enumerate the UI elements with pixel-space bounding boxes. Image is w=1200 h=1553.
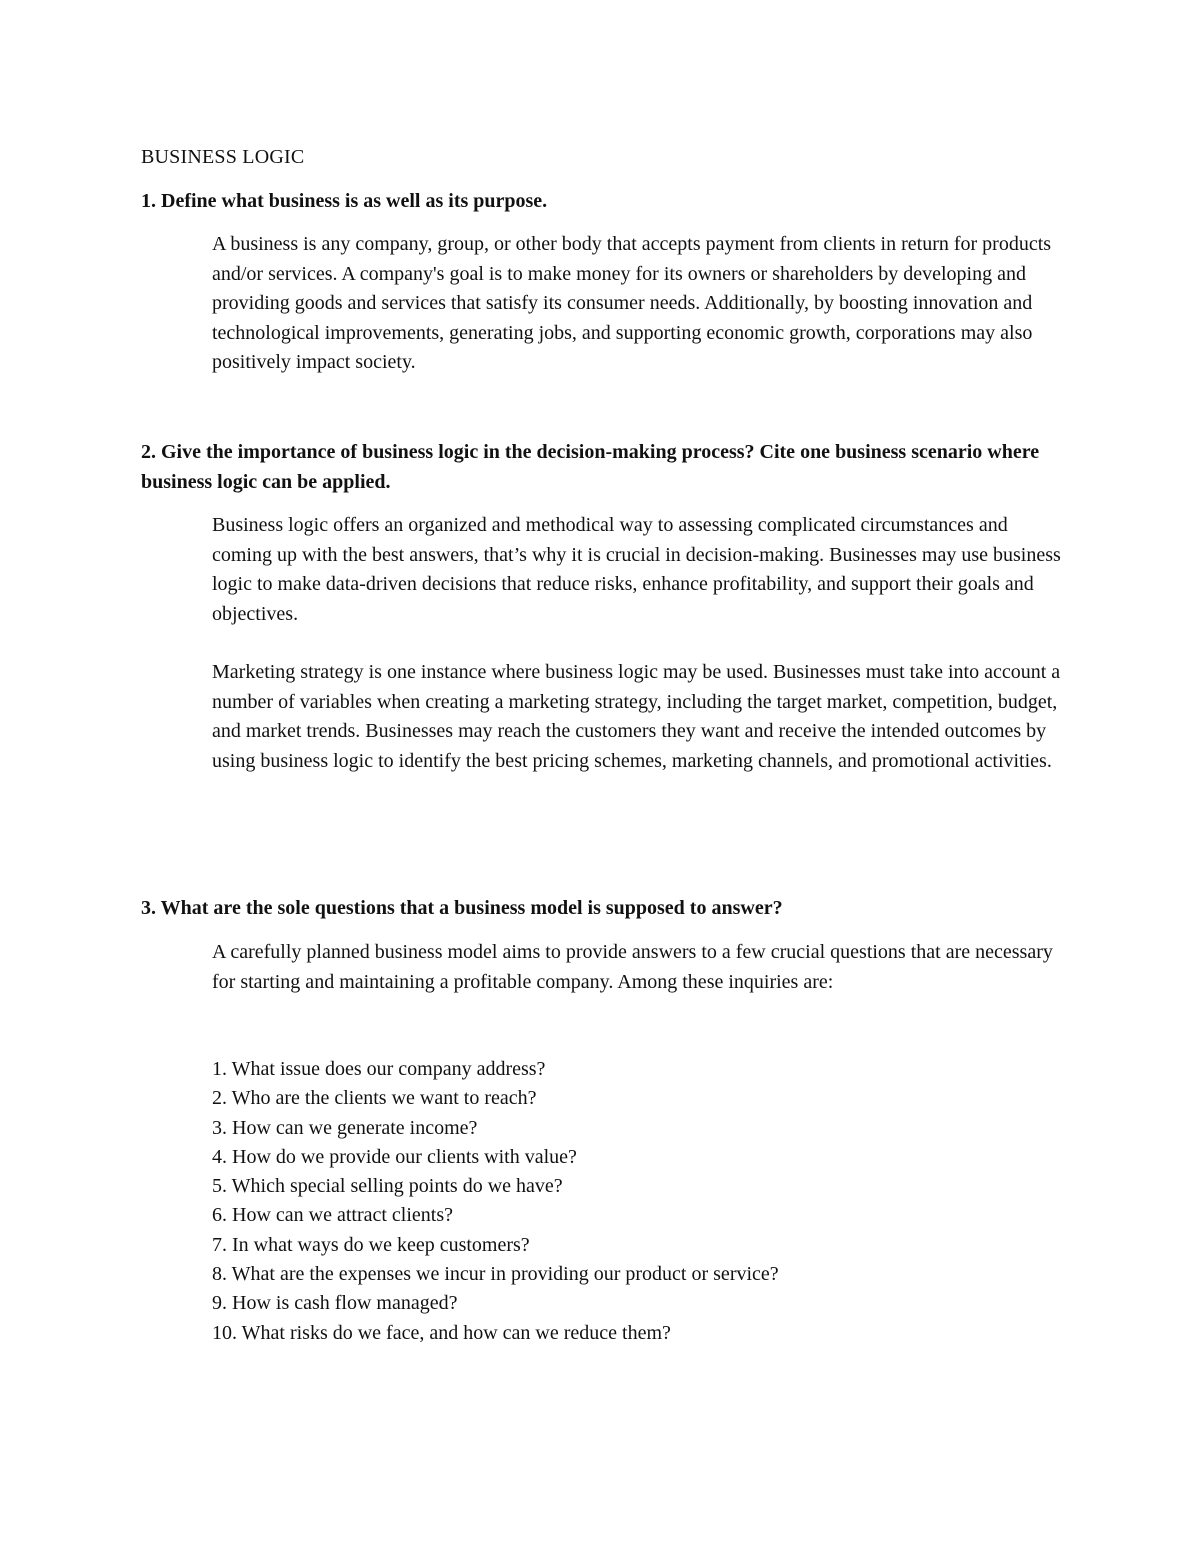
question-2: 2. Give the importance of business logic in the decision-making process? Cite one business scenario where business logic can be applied. (141, 441, 1040, 493)
list-item: 8. What are the expenses we incur in providing our product or service? (212, 1263, 779, 1286)
answer-2-paragraph-2: Marketing strategy is one instance where business logic may be used. Businesses must take into account a number of variables when creating a marketing strategy, including the target market, competition, budget, and market trends. Businesses may reach the customers they want and receive the intended outcomes by using business logic to identify the best pricing schemes, marketing channels, and promotional activities. (212, 661, 1061, 772)
list-item: 3. How can we generate income? (212, 1116, 478, 1139)
question-3: 3. What are the sole questions that a business model is supposed to answer? (141, 897, 783, 919)
list-item: 10. What risks do we face, and how can we reduce them? (212, 1321, 671, 1344)
answer-2-paragraph-1: Business logic offers an organized and methodical way to assessing complicated circumstances and coming up with the best answers, that’s why it is crucial in decision-making. Businesses may use business logic to make data-driven decisions that reduce risks, enhance profitability, and support their goals and objectives. (212, 514, 1061, 625)
list-item: 9. How is cash flow managed? (212, 1292, 458, 1315)
list-item: 1. What issue does our company address? (212, 1058, 546, 1080)
document-title: BUSINESS LOGIC (141, 146, 305, 168)
answer-3-paragraph: A carefully planned business model aims to provide answers to a few crucial questions that are necessary for starting and maintaining a profitable company. Among these inquiries are: (212, 941, 1053, 993)
answer-1-paragraph: A business is any company, group, or other body that accepts payment from clients in return for products and/or services. A company's goal is to make money for its owners or shareholders by developing and providing goods and services that satisfy its consumer needs. Additionally, by boosting innovation and technological improvements, generating jobs, and supporting economic growth, corporations may also positively impact society. (212, 233, 1052, 373)
list-item: 4. How do we provide our clients with value? (212, 1145, 577, 1168)
list-item: 7. In what ways do we keep customers? (212, 1233, 530, 1256)
question-1: 1. Define what business is as well as its purpose. (141, 190, 548, 212)
list-item: 6. How can we attract clients? (212, 1204, 454, 1227)
list-item: 5. Which special selling points do we have? (212, 1175, 563, 1198)
business-model-questions-list (212, 1055, 1070, 1348)
list-item: 2. Who are the clients we want to reach? (212, 1087, 537, 1110)
